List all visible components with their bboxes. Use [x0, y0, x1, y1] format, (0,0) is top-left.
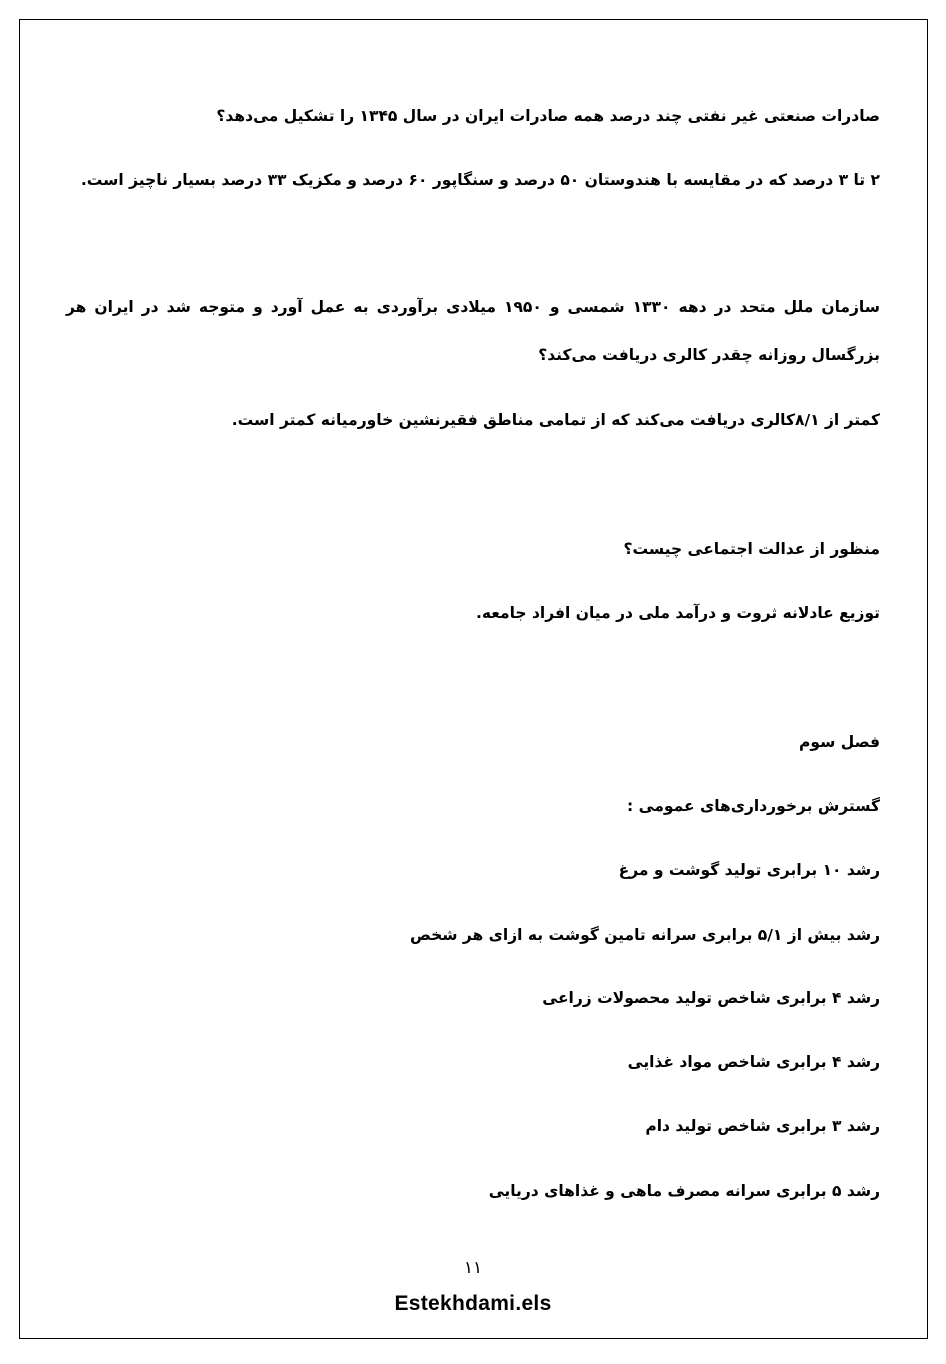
page-number: ۱۱ — [463, 1258, 483, 1278]
list-item: رشد ۵ برابری سرانه مصرف ماهی و غذاهای دریایی — [488, 1182, 880, 1200]
list-item: رشد بیش از ۵/۱ برابری سرانه تامین گوشت به ازای هر شخص — [409, 926, 880, 944]
question-calorie-intake: سازمان ملل متحد در دهه ۱۳۳۰ شمسی و ۱۹۵۰ میلادی برآوردی به عمل آورد و متوجه شد در ایران هر بزرگسال روزانه چقدر کالری دریافت می‌کند؟ — [66, 298, 880, 364]
question-industrial-exports: صادرات صنعتی غیر نفتی چند درصد همه صادرات ایران در سال ۱۳۴۵ را تشکیل می‌دهد؟ — [216, 107, 880, 125]
answer-industrial-exports: ۲ تا ۳ درصد که در مقایسه با هندوستان ۵۰ درصد و سنگاپور ۶۰ درصد و مکزیک ۳۳ درصد بسیار ناچیز است. — [80, 171, 880, 189]
section-heading: گسترش برخورداری‌های عمومی : — [627, 797, 880, 815]
list-item: رشد ۴ برابری شاخص مواد غذایی — [627, 1053, 880, 1071]
list-item: رشد ۳ برابری شاخص تولید دام — [645, 1117, 880, 1135]
answer-social-justice: توزیع عادلانه ثروت و درآمد ملی در میان افراد جامعه. — [475, 604, 880, 622]
list-item: رشد ۱۰ برابری تولید گوشت و مرغ — [618, 861, 880, 879]
page-border — [19, 19, 928, 1339]
question-social-justice: منظور از عدالت اجتماعی چیست؟ — [623, 540, 880, 558]
answer-calorie-intake: کمتر از ۸/۱کالری دریافت می‌کند که از تمامی مناطق فقیرنشین خاورمیانه کمتر است. — [231, 411, 880, 429]
list-item: رشد ۴ برابری شاخص تولید محصولات زراعی — [542, 989, 880, 1007]
chapter-heading: فصل سوم — [799, 733, 880, 751]
footer-brand: Estekhdami.els — [394, 1292, 552, 1315]
